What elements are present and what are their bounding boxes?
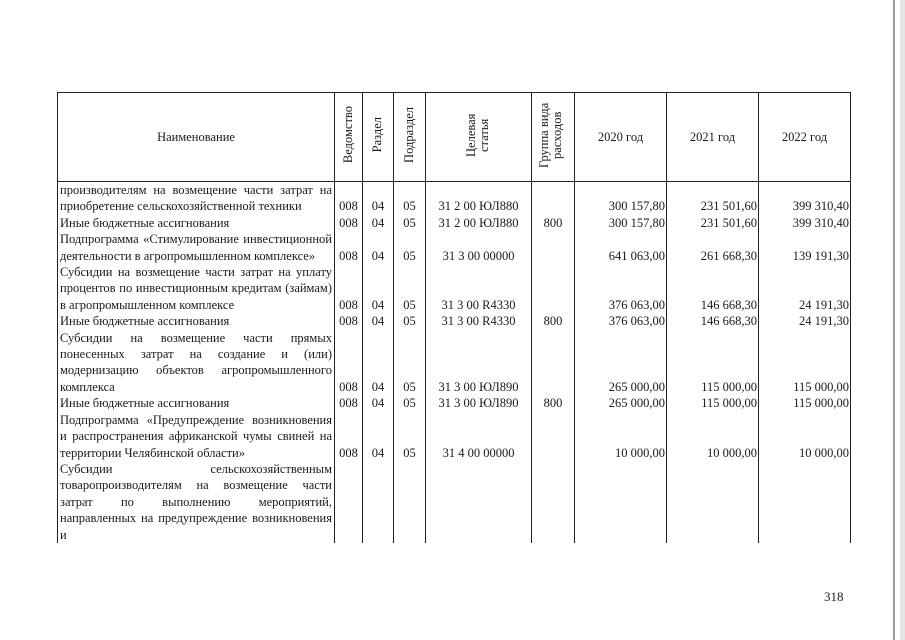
- table-row: [58, 412, 851, 461]
- table-row: [58, 461, 851, 543]
- row-2021: 231 501,60: [667, 182, 759, 215]
- row-target-article: 31 2 00 ЮЛ880: [426, 182, 532, 215]
- page-number: 318: [824, 589, 844, 604]
- row-2021: 146 668,30: [667, 264, 759, 313]
- page-edge: [900, 0, 905, 640]
- row-name: Иные бюджетные ассигнования: [58, 395, 335, 411]
- row-section: 04: [363, 330, 394, 396]
- row-2022: [759, 461, 851, 543]
- row-department: 008: [335, 330, 363, 396]
- row-2020: 265 000,00: [575, 395, 667, 411]
- header-department: Ведомство: [340, 106, 355, 164]
- table-row: [58, 182, 851, 215]
- row-2022: 115 000,00: [759, 330, 851, 396]
- row-2021: 10 000,00: [667, 412, 759, 461]
- row-department: 008: [335, 182, 363, 215]
- row-target-article: 31 2 00 ЮЛ880: [426, 215, 532, 231]
- row-section: 04: [363, 182, 394, 215]
- row-department: 008: [335, 264, 363, 313]
- row-section: [363, 461, 394, 543]
- row-subsection: 05: [394, 182, 426, 215]
- table-body: [58, 182, 851, 543]
- row-2020: [575, 461, 667, 543]
- row-section: 04: [363, 215, 394, 231]
- row-department: 008: [335, 215, 363, 231]
- header-target-article: Целевая статья: [463, 113, 491, 157]
- row-department: 008: [335, 231, 363, 264]
- table-row: [58, 215, 851, 231]
- row-expense-group: [532, 264, 575, 313]
- table-row: [58, 330, 851, 396]
- header-name: Наименование: [58, 93, 335, 182]
- row-target-article: 31 4 00 00000: [426, 412, 532, 461]
- row-subsection: 05: [394, 412, 426, 461]
- row-name: Подпрограмма «Стимулирование инвестиционной деятельности в агропромышленном комплексе»: [58, 231, 335, 264]
- row-target-article: [426, 461, 532, 543]
- row-2021: 231 501,60: [667, 215, 759, 231]
- row-name: Иные бюджетные ассигнования: [58, 313, 335, 329]
- row-2022: 115 000,00: [759, 395, 851, 411]
- header-2021: 2021 год: [667, 93, 759, 182]
- row-section: 04: [363, 264, 394, 313]
- row-2020: 10 000,00: [575, 412, 667, 461]
- row-name: Иные бюджетные ассигнования: [58, 215, 335, 231]
- row-2021: 115 000,00: [667, 330, 759, 396]
- row-2021: 146 668,30: [667, 313, 759, 329]
- row-2022: 10 000,00: [759, 412, 851, 461]
- row-subsection: 05: [394, 264, 426, 313]
- row-expense-group: [532, 461, 575, 543]
- row-subsection: [394, 461, 426, 543]
- row-expense-group: 800: [532, 395, 575, 411]
- row-department: [335, 461, 363, 543]
- row-2020: 641 063,00: [575, 231, 667, 264]
- row-section: 04: [363, 313, 394, 329]
- page-edge-line: [893, 0, 895, 640]
- row-subsection: 05: [394, 395, 426, 411]
- row-2020: 376 063,00: [575, 264, 667, 313]
- row-subsection: 05: [394, 313, 426, 329]
- row-expense-group: 800: [532, 215, 575, 231]
- table-row: [58, 264, 851, 313]
- header-2020: 2020 год: [575, 93, 667, 182]
- row-subsection: 05: [394, 330, 426, 396]
- row-2021: 115 000,00: [667, 395, 759, 411]
- row-2021: [667, 461, 759, 543]
- budget-table: [57, 92, 851, 543]
- row-target-article: 31 3 00 ЮЛ890: [426, 395, 532, 411]
- row-2022: 139 191,30: [759, 231, 851, 264]
- row-2020: 265 000,00: [575, 330, 667, 396]
- row-department: 008: [335, 412, 363, 461]
- row-section: 04: [363, 412, 394, 461]
- header-subsection: Подраздел: [401, 107, 416, 163]
- row-name: производителям на возмещение части затрат на приобретение сельскохозяйственной техники: [58, 182, 335, 215]
- row-name: Субсидии на возмещение части прямых понесенных затрат на создание и (или) модернизацию объектов агропромышленного комплекса: [58, 330, 335, 396]
- row-section: 04: [363, 395, 394, 411]
- row-2020: 300 157,80: [575, 215, 667, 231]
- table-header: [58, 93, 851, 182]
- row-expense-group: [532, 330, 575, 396]
- row-section: 04: [363, 231, 394, 264]
- row-2022: 24 191,30: [759, 313, 851, 329]
- table-row: [58, 395, 851, 411]
- table-row: [58, 313, 851, 329]
- row-expense-group: 800: [532, 313, 575, 329]
- row-expense-group: [532, 182, 575, 215]
- row-2020: 300 157,80: [575, 182, 667, 215]
- row-2021: 261 668,30: [667, 231, 759, 264]
- header-2022: 2022 год: [759, 93, 851, 182]
- row-target-article: 31 3 00 R4330: [426, 313, 532, 329]
- header-section: Раздел: [370, 117, 385, 153]
- row-2020: 376 063,00: [575, 313, 667, 329]
- row-department: 008: [335, 313, 363, 329]
- row-2022: 24 191,30: [759, 264, 851, 313]
- row-subsection: 05: [394, 215, 426, 231]
- row-2022: 399 310,40: [759, 182, 851, 215]
- row-target-article: 31 3 00 ЮЛ890: [426, 330, 532, 396]
- table-row: [58, 231, 851, 264]
- row-name: Подпрограмма «Предупреждение возникновения и распространения африканской чумы свиней на территории Челябинской области»: [58, 412, 335, 461]
- row-name: Субсидии на возмещение части затрат на уплату процентов по инвестиционным кредитам (займам) в агропромышленном комплексе: [58, 264, 335, 313]
- row-2022: 399 310,40: [759, 215, 851, 231]
- row-target-article: 31 3 00 00000: [426, 231, 532, 264]
- header-expense-group: Группа вида расходов: [537, 102, 565, 168]
- row-subsection: 05: [394, 231, 426, 264]
- row-target-article: 31 3 00 R4330: [426, 264, 532, 313]
- row-expense-group: [532, 412, 575, 461]
- row-expense-group: [532, 231, 575, 264]
- row-department: 008: [335, 395, 363, 411]
- row-name: Субсидии сельскохозяйственным товаропроизводителям на возмещение части затрат по выполнению мероприятий, направленных на предупреждение возникновения и: [58, 461, 335, 543]
